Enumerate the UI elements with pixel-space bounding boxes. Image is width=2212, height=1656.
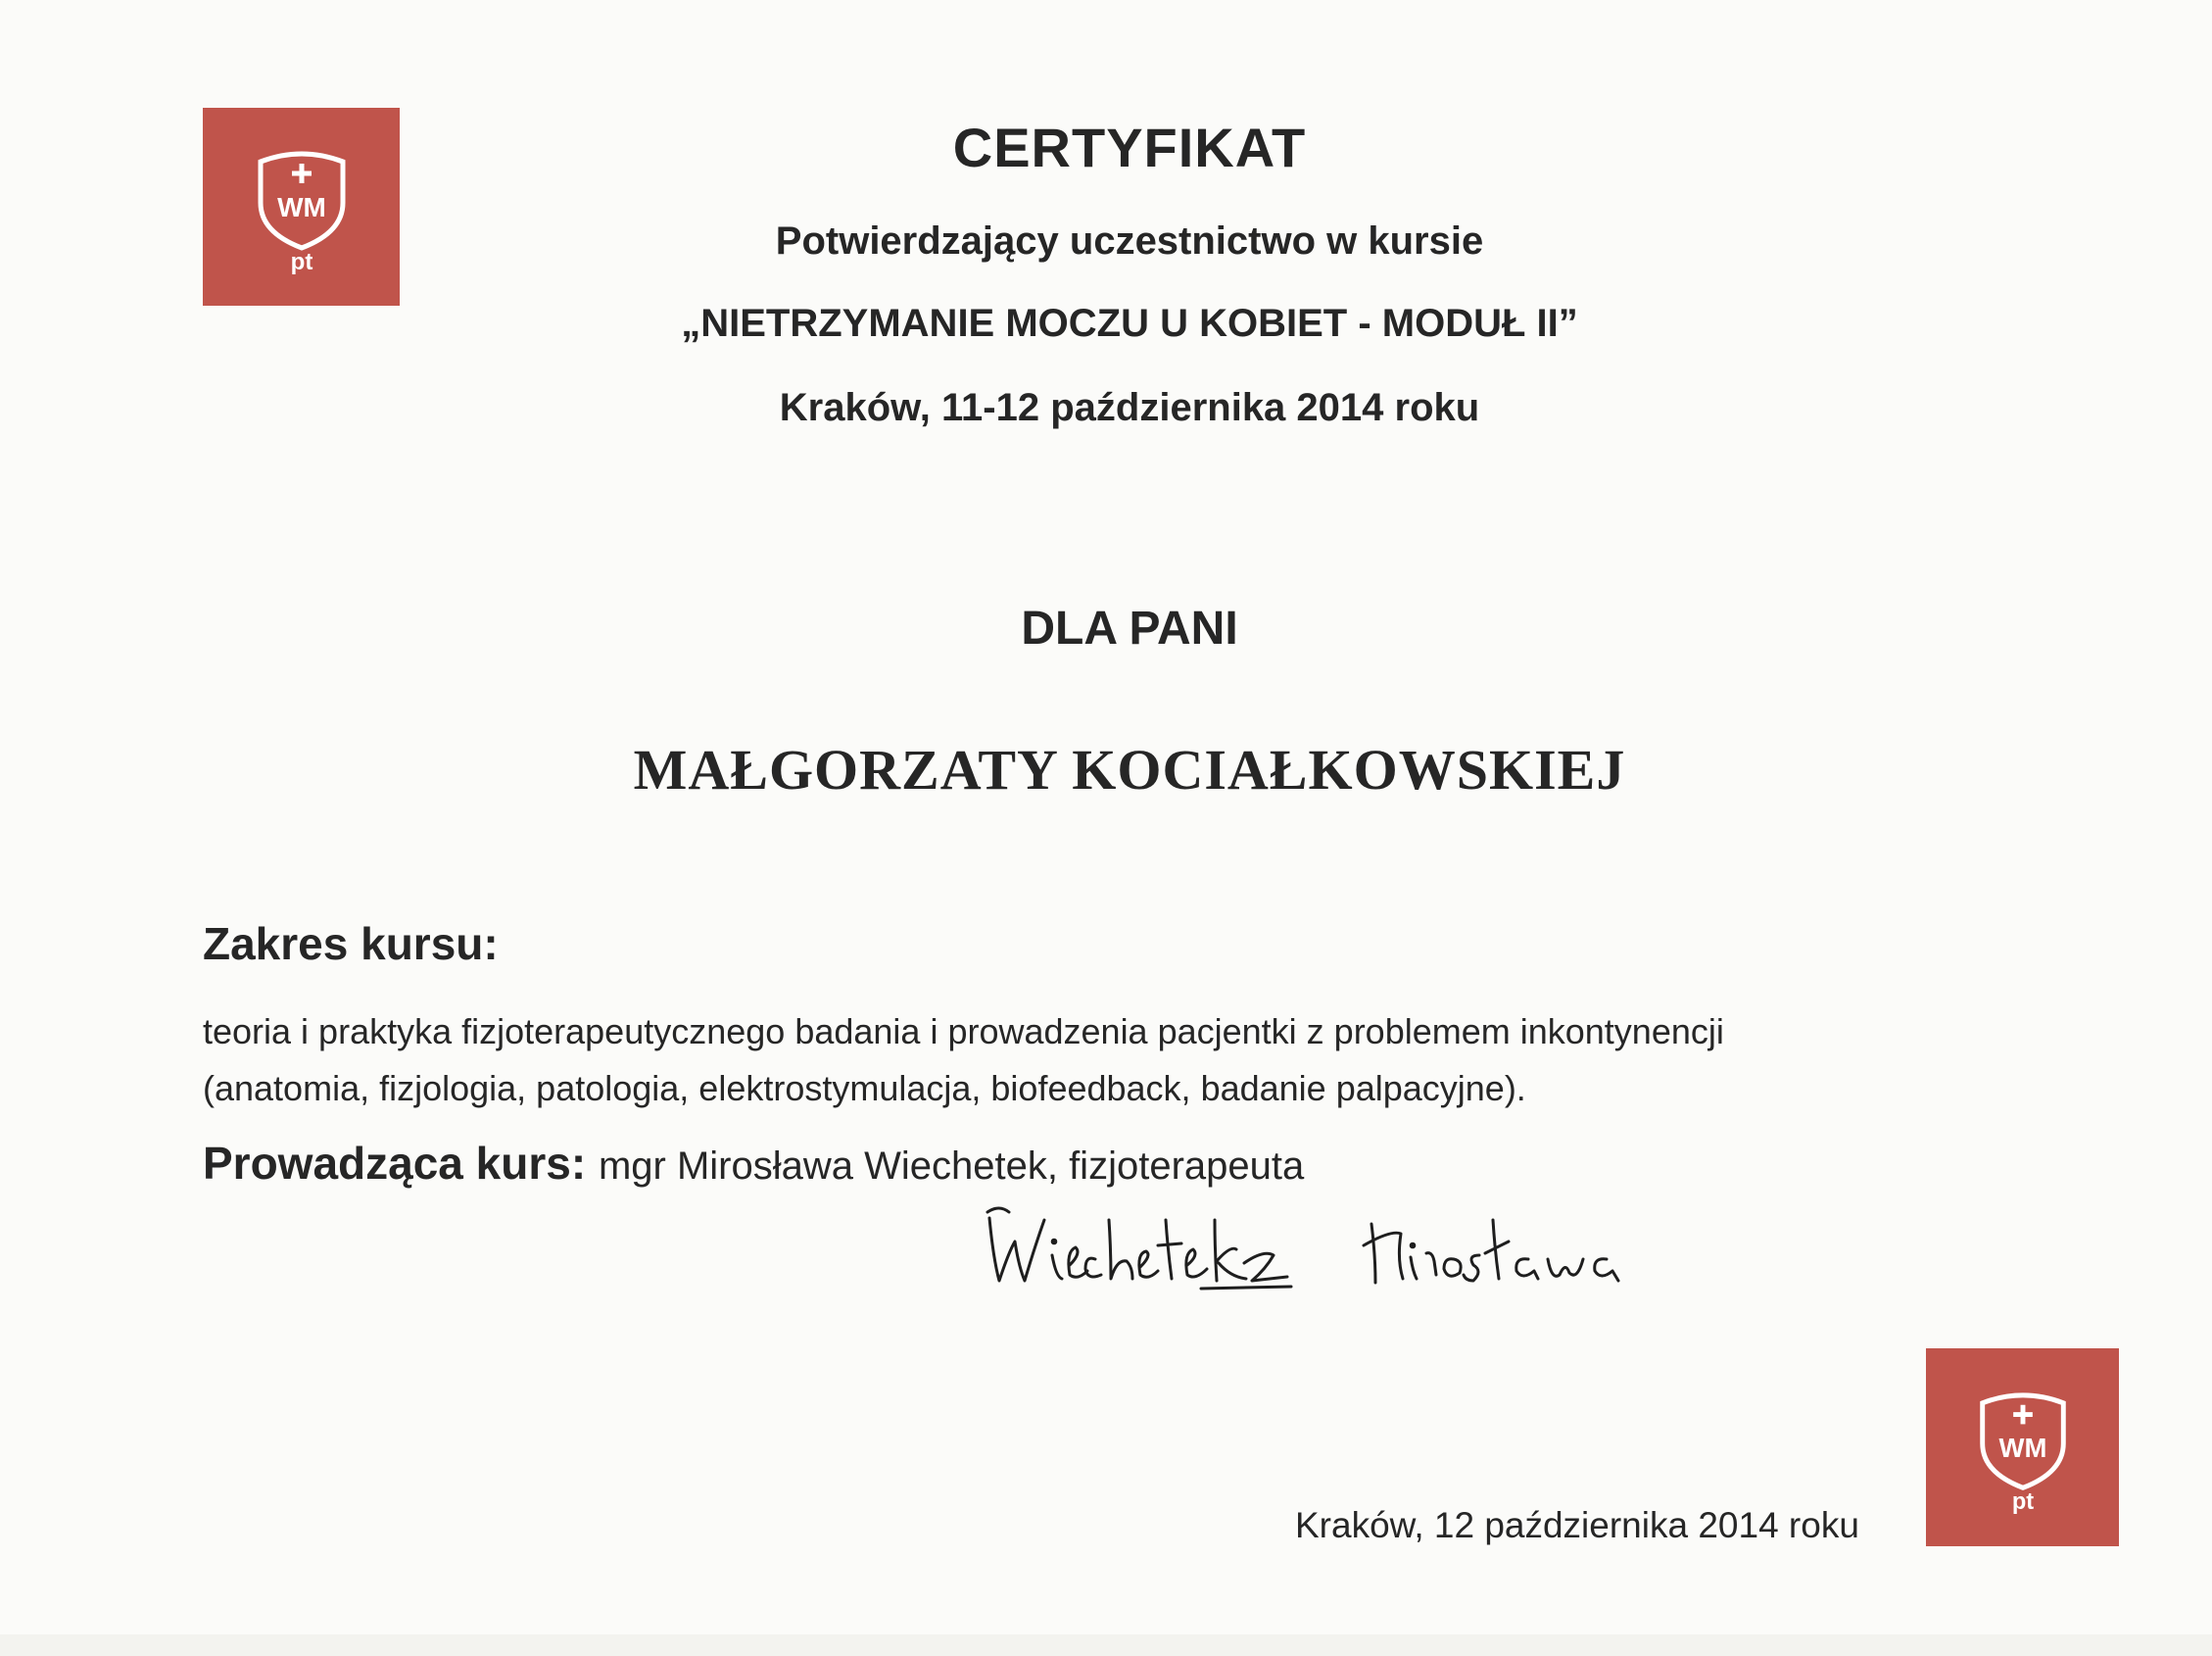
scope-description xyxy=(203,1003,1966,1117)
instructor-value: mgr Mirosława Wiechetek, fizjoterapeuta xyxy=(598,1145,1305,1188)
wm-pt-logo-bottom xyxy=(1926,1348,2119,1546)
scope-heading: Zakres kursu: xyxy=(203,918,499,969)
issue-date: Kraków, 12 października 2014 roku xyxy=(1295,1505,1859,1545)
handwritten-signature xyxy=(980,1191,1685,1298)
svg-text:WM: WM xyxy=(1998,1432,2046,1463)
svg-text:WM: WM xyxy=(276,192,326,222)
scope-line-2: (anatomia, fizjologia, patologia, elektrostymulacja, biofeedback, badanie palpacyjne). xyxy=(203,1068,1526,1108)
svg-text:pt: pt xyxy=(2011,1488,2034,1515)
instructor-line xyxy=(203,1137,1304,1190)
course-name: „NIETRZYMANIE MOCZU U KOBIET - MODUŁ II” xyxy=(681,302,1578,345)
certificate-subtitle: Potwierdzający uczestnictwo w kursie xyxy=(775,219,1484,263)
scan-edge-strip xyxy=(0,1634,2212,1656)
certificate-title: CERTYFIKAT xyxy=(952,117,1307,178)
recipient-name: MAŁGORZATY KOCIAŁKOWSKIEJ xyxy=(633,738,1626,802)
scope-line-1: teoria i praktyka fizjoterapeutycznego badania i prowadzenia pacjentki z problemem inkontynencji xyxy=(203,1011,1724,1051)
instructor-label: Prowadząca kurs: xyxy=(203,1138,587,1189)
course-place-date: Kraków, 11-12 października 2014 roku xyxy=(779,386,1480,429)
svg-text:pt: pt xyxy=(290,249,313,275)
recipient-label: DLA PANI xyxy=(1021,603,1238,655)
cross-shield-icon xyxy=(1965,1379,2081,1516)
